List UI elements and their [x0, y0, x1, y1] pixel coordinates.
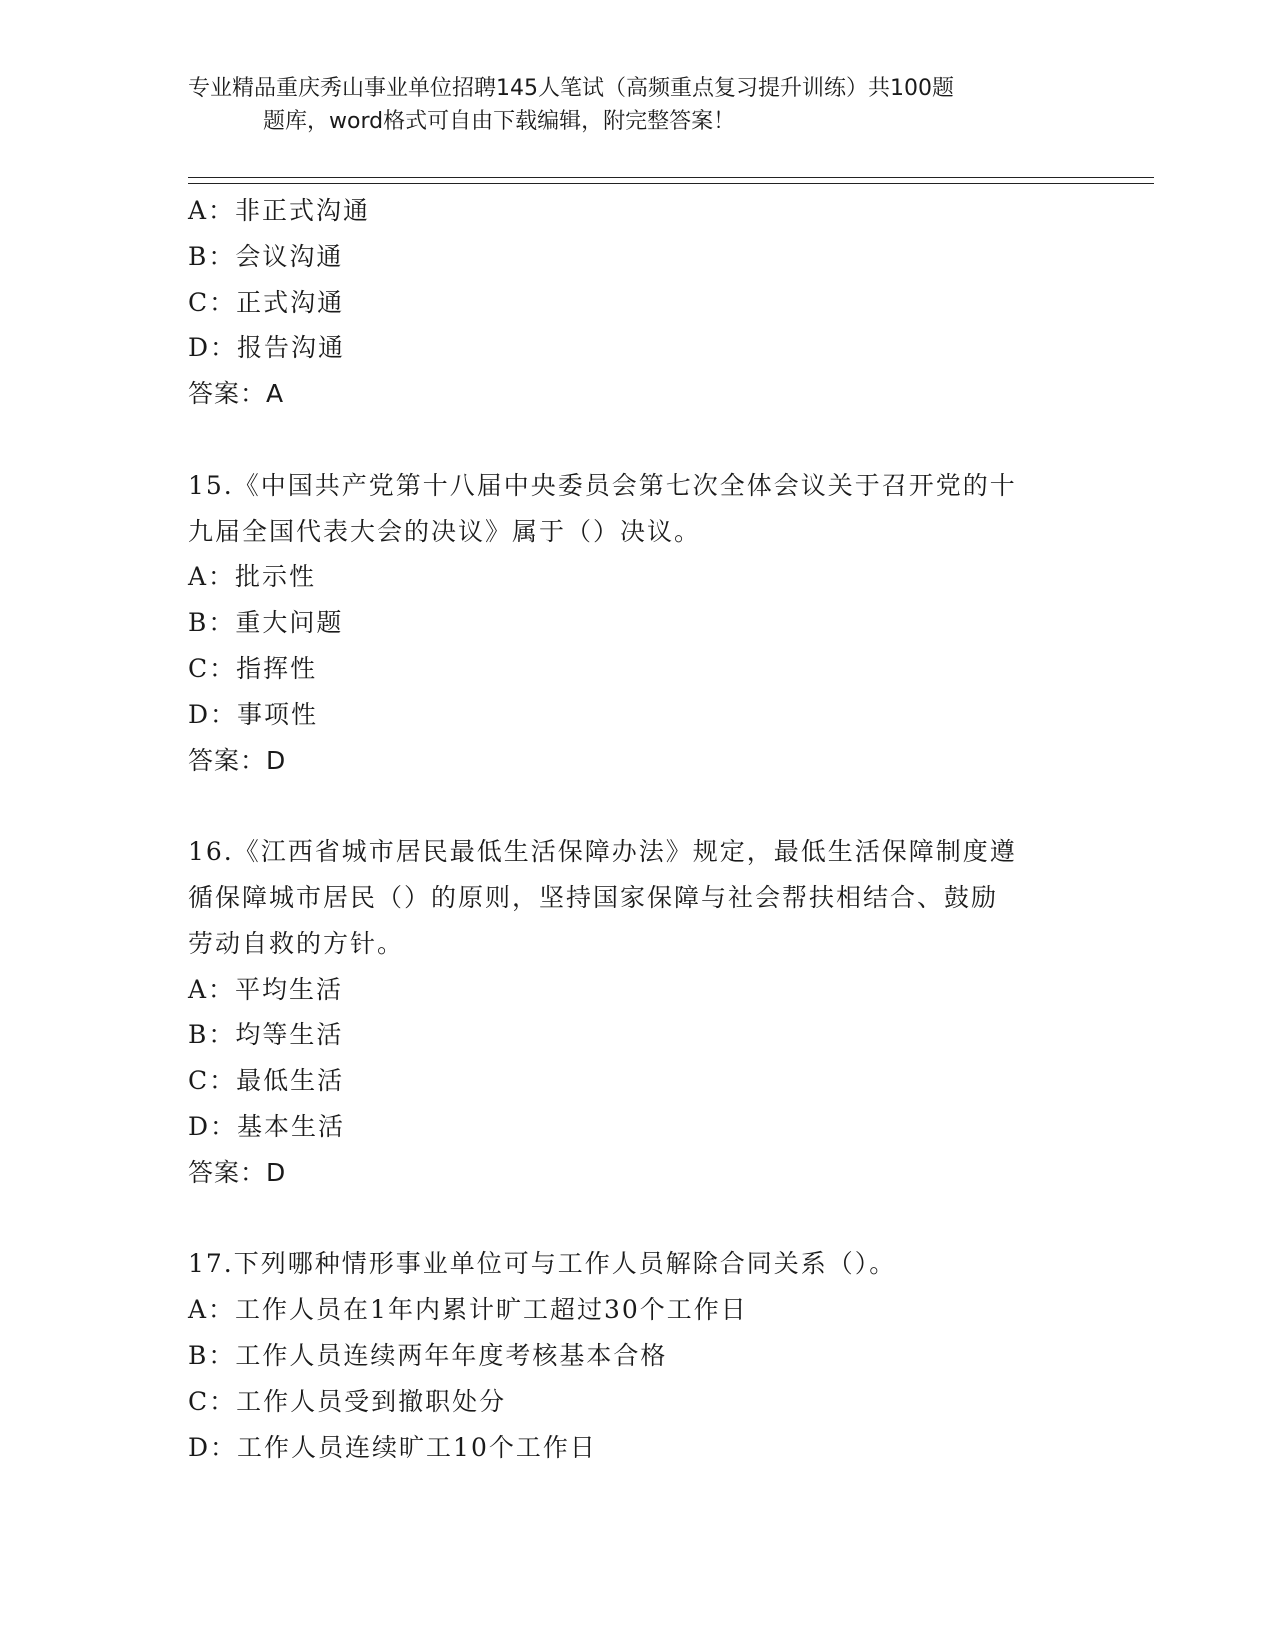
header-divider-top — [188, 177, 1154, 178]
option-d: D：报告沟通 — [188, 333, 346, 363]
option-b: B：重大问题 — [188, 608, 344, 638]
answer: 答案：D — [188, 1157, 287, 1187]
header-title-line-1: 专业精品重庆秀山事业单位招聘145人笔试（高频重点复习提升训练）共100题 — [188, 76, 954, 101]
answer: 答案：A — [188, 379, 285, 409]
option-c: C：正式沟通 — [188, 287, 345, 317]
option-b: B：均等生活 — [188, 1020, 344, 1050]
option-c: C：工作人员受到撤职处分 — [188, 1386, 507, 1416]
header-divider-bottom — [188, 183, 1154, 184]
option-a: A：非正式沟通 — [188, 196, 371, 225]
question-text-line: 九届全国代表大会的决议》属于（）决议。 — [188, 516, 702, 546]
question-14 — [188, 188, 1088, 417]
question-text-line: 循保障城市居民（）的原则，坚持国家保障与社会帮扶相结合、鼓励 — [188, 882, 999, 912]
option-a: A：平均生活 — [188, 974, 344, 1004]
option-c: C：指挥性 — [188, 653, 318, 683]
header-title-line-2: 题库，word格式可自由下载编辑，附完整答案！ — [263, 109, 736, 134]
question-text-line: 15.《中国共产党第十八届中央委员会第七次全体会议关于召开党的十 — [188, 470, 1017, 500]
question-17 — [188, 1241, 1088, 1470]
question-text-line: 16.《江西省城市居民最低生活保障办法》规定，最低生活保障制度遵 — [188, 837, 1017, 867]
question-list — [188, 188, 1088, 1470]
option-d: D：基本生活 — [188, 1111, 346, 1141]
option-a: A：批示性 — [188, 562, 317, 592]
option-b: B：会议沟通 — [188, 241, 344, 271]
option-b: B：工作人员连续两年年度考核基本合格 — [188, 1340, 668, 1370]
option-c: C：最低生活 — [188, 1066, 345, 1096]
question-text-line: 劳动自救的方针。 — [188, 928, 405, 958]
option-d: D：工作人员连续旷工10个工作日 — [188, 1432, 597, 1462]
document-header — [188, 72, 1068, 138]
answer: 答案：D — [188, 745, 287, 775]
question-text-line: 17.下列哪种情形事业单位可与工作人员解除合同关系（）。 — [188, 1249, 897, 1279]
question-16 — [188, 829, 1088, 1195]
option-a: A：工作人员在1年内累计旷工超过30个工作日 — [188, 1295, 748, 1325]
question-15 — [188, 463, 1088, 784]
option-d: D：事项性 — [188, 699, 319, 729]
